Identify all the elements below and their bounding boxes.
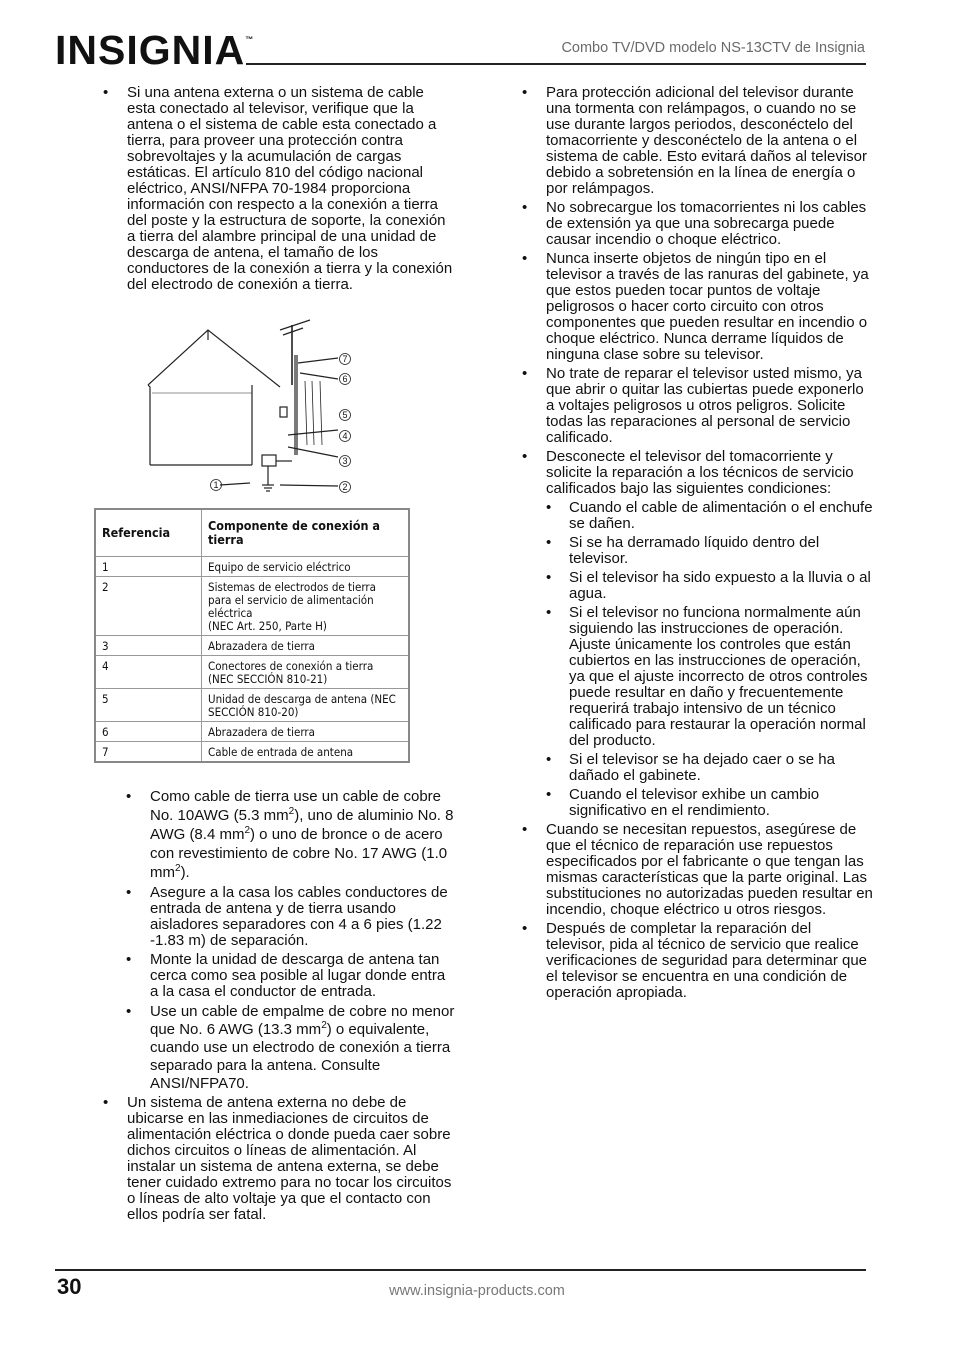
table-header-component: Componente de conexión a tierra [202,509,410,557]
diagram-label-5: 5 [342,410,348,420]
table-cell-ref: 3 [95,636,202,656]
table-row [95,722,409,742]
bullet-overload: • No sobrecargue los tomacorrientes ni los cables de extensión ya que una sobrecarga puede causar incendio o choque eléctrico. [514,200,874,248]
table-row [95,656,409,689]
diagram-label-6: 6 [342,374,348,384]
table-row [95,689,409,722]
table-cell-component: Equipo de servicio eléctrico [202,557,410,577]
bullet-no-repair: • No trate de reparar el televisor usted mismo, ya que abrir o quitar las cubiertas puede exponerlo a voltajes peligrosos u otros peligros. Solicite todas las reparaciones al personal de servicio calificado. [514,366,874,446]
list-item: • Si el televisor se ha dejado caer o se ha dañado el gabinete. [546,752,874,784]
bullet-secure-leads: • Asegure a la casa los cables conductores de entrada de antena y de tierra usando aisladores separadores con 4 a 6 pies (1.22 -1.83 m) de separación. [95,885,455,949]
table-cell-component: Sistemas de electrodos de tierra para el servicio de alimentación eléctrica (NEC Art. 250, Parte H) [202,577,410,636]
grounding-reference-table [94,508,410,763]
service-conditions-list [546,500,874,819]
diagram-label-7: 7 [342,354,348,364]
header-rule [246,63,866,65]
bullet-unplug-service: • Desconecte el televisor del tomacorriente y solicite la reparación a los técnicos de servicio calificados bajo las siguientes condiciones: • Cuando el cable de alimentación o el enchufe se dañen. • Si se ha derramado líquido dentro del televisor. • Si el televisor ha sido expuesto a la lluvia o al agua. • Si el televisor no funciona normalmente aún siguiendo las instrucciones de operación. Ajuste únicamente los controles que están cubiertos en las instrucciones de operación, ya que el ajuste incorrecto de otros controles puede resultar en daño y frecuentemente requerirá trabajo intensivo de un técnico calificado para restaurar la operación normal del producto. • Si el televisor se ha dejado caer o se ha dañado el gabinete. • Cuando el televisor exhibe un cambio significativo en el rendimiento. [514,449,874,819]
table-cell-ref: 4 [95,656,202,689]
table-row [95,636,409,656]
table-cell-ref: 1 [95,557,202,577]
diagram-label-2: 2 [342,482,348,492]
table-row [95,557,409,577]
header-title: Combo TV/DVD modelo NS-13CTV de Insignia [561,40,865,56]
table-cell-component: Abrazadera de tierra [202,722,410,742]
bullet-objects: • Nunca inserte objetos de ningún tipo en el televisor a través de las ranuras del gabinete, ya que estos pueden tocar puntos de voltaje peligrosos o hacer corto circuito con otros componentes que pueden resultar en incendio o choque eléctrico. Nunca derrame líquidos de ninguna clase sobre su televisor. [514,251,874,363]
bullet-lightning: • Para protección adicional del televisor durante una tormenta con relámpagos, o cuando no se use durante largos periodos, desconéctelo del tomacorriente y desconéctelo de la antena o el sistema de cable. Esto evitará daños al televisor debido a sobretensión en la línea de energía o por relámpagos. [514,85,874,197]
diagram-label-3: 3 [342,456,348,466]
list-item: • Cuando el televisor exhibe un cambio significativo en el rendimiento. [546,787,874,819]
table-cell-ref: 7 [95,742,202,763]
list-item: • Si el televisor ha sido expuesto a la lluvia o al agua. [546,570,874,602]
list-item: • Si se ha derramado líquido dentro del televisor. [546,535,874,567]
footer-rule [55,1269,866,1271]
table-header-row [95,509,409,557]
table-cell-component: Cable de entrada de antena [202,742,410,763]
bullet-power-lines: • Un sistema de antena externa no debe de ubicarse en las inmediaciones de circuitos de alimentación eléctrica o donde pueda caer sobre dichos circuitos o líneas de alimentación. Al instalar un sistema de antena externa, se debe tener cuidado extremo para no tocar los circuitos o líneas de alto voltaje ya que el contacto con ellos podría ser fatal. [95,1095,455,1223]
bullet-mount-discharge: • Monte la unidad de descarga de antena tan cerca como sea posible al lugar donde entra a la casa el conductor de entrada. [95,952,455,1000]
table-cell-ref: 6 [95,722,202,742]
list-item: • Si el televisor no funciona normalmente aún siguiendo las instrucciones de operación. Ajuste únicamente los controles que están cubiertos en las instrucciones de operación, ya que el ajuste incorrecto de otros controles puede resultar en daño y frecuentemente requerirá trabajo intensivo de un técnico calificado para restaurar la operación normal del producto. [546,605,874,749]
diagram-label-4: 4 [342,431,348,441]
bullet-safety-check: • Después de completar la reparación del televisor, pida al técnico de servicio que realice verificaciones de seguridad para determinar que el televisor se encuentra en una condición de operación apropiada. [514,921,874,1001]
left-column-lower [95,787,455,1226]
right-column [514,85,874,1004]
table-cell-ref: 5 [95,689,202,722]
table-cell-component: Conectores de conexión a tierra (NEC SECCIÓN 810-21) [202,656,410,689]
table-cell-component: Unidad de descarga de antena (NEC SECCIÓN 810-20) [202,689,410,722]
insignia-logo: INSIGNIA™ [55,27,254,73]
grounding-diagram [140,315,370,495]
table-cell-ref: 2 [95,577,202,636]
left-column [95,85,455,296]
bullet-ground-wire: • Como cable de tierra use un cable de cobre No. 10AWG (5.3 $mm^2$), uno de aluminio No. 8 AWG (8.4 $mm^2$) o uno de bronce o de acero con revestimiento de cobre No. 17 AWG (1.0 $mm^2$). [95,787,455,882]
bullet-antenna-grounding: • Si una antena externa o un sistema de cable esta conectado al televisor, verifique que la antena o el sistema de cable esta conectado a tierra, para proveer una protección contra sobrevoltajes y la acumulación de cargas estáticas. El artículo 810 del código nacional eléctrico, ANSI/NFPA 70-1984 proporciona información con respecto a la conexión a tierra del poste y la estructura de soporte, la conexión a tierra del alambre principal de una unidad de descarga de antena, el tamaño de los conductores de la conexión a tierra y la conexión del electrodo de conexión a tierra. [95,85,455,293]
bullet-replacement-parts: • Cuando se necesitan repuestos, asegúrese de que el técnico de reparación use repuestos especificados por el fabricante o que tengan las mismas características que la parte original. Las substituciones no autorizadas pueden resultar en incendio, choque eléctrico u otros riesgos. [514,822,874,918]
table-row [95,742,409,763]
bullet-bonding-jumper: • Use un cable de empalme de cobre no menor que No. 6 AWG (13.3 $mm^2$) o equivalente, cuando use un electrodo de conexión a tierra separado para la antena. Consulte ANSI/NFPA70. [95,1003,455,1093]
page-number: 30 [57,1274,82,1299]
table-header-ref: Referencia [95,509,202,557]
table-cell-component: Abrazadera de tierra [202,636,410,656]
footer-url: www.insignia-products.com [389,1283,565,1299]
list-item: • Cuando el cable de alimentación o el enchufe se dañen. [546,500,874,532]
table-row [95,577,409,636]
diagram-label-1: 1 [213,480,219,490]
